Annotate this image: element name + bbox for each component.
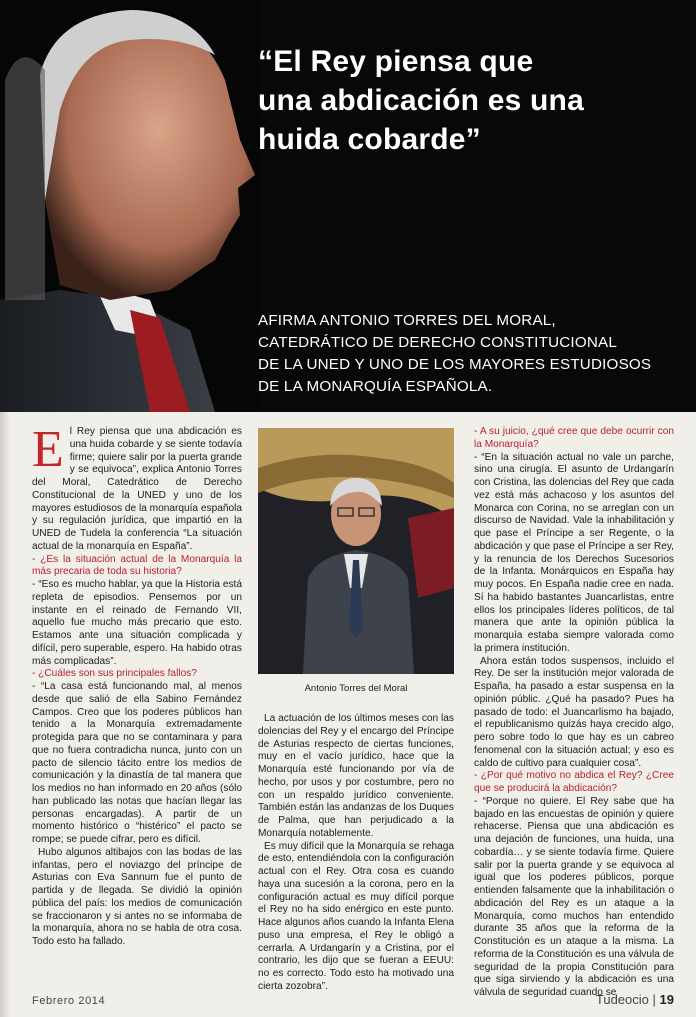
headline [258, 42, 688, 159]
page-binding-shadow [0, 412, 10, 1017]
page-number: 19 [659, 992, 674, 1007]
subhead-line: CATEDRÁTICO DE DERECHO CONSTITUCIONAL [258, 334, 617, 351]
footer-separator: | [652, 992, 656, 1007]
article-column-3 [474, 426, 674, 1000]
photo-caption: Antonio Torres del Moral [304, 683, 408, 694]
answer-paragraph: - “En la situación actual no vale un parche, sino una cirugía. El asunto de Urdangarín con Cristina, las dolencias del Rey que cada vez está más achacoso y los asuntos del Monarca con Corina, no se arreglan con un discurso de Navidad. Vale la inhabilitación y que pase el Príncipe a ser Regente, o la abdicación y que pase el Príncipe a ser Rey, y la renuncia de los Derechos Sucesorios de la Infanta. Monárquicos en España hay muy pocos. En España nadie cree en nada. Sí ha habido bastantes Juancarlistas, entre ellos los principales líderes políticos, de tal manera que ante la opinión pública la monarquía estaba siempre valorada como la primera institución. [474, 451, 674, 654]
interviewee-photo [258, 428, 454, 674]
magazine-name: Tudeocio [595, 992, 649, 1007]
intro-paragraph: El Rey piensa que una abdicación es una huida cobarde y se siente todavía firme; quiere salir por la puerta grande y se equivoca”, explica Antonio Torres del Moral, Catedrático de Derecho Constitucional de la UNED y uno de los mayores estudiosos de la monarquía española y su regulación jurídica, que impartió en la UNED de Tudela la conferencia “La situación actual de la monarquía en España”. [32, 421, 242, 552]
subheadline [258, 310, 688, 398]
question-heading: - A su juicio, ¿qué cree que debe ocurrir con la Monarquía? [474, 426, 674, 450]
headline-line: una abdicación es una [258, 84, 584, 117]
hero-banner [0, 0, 696, 412]
question-heading: - ¿Cuáles son sus principales fallos? [32, 668, 197, 680]
body-paragraph: Hubo algunos altibajos con las bodas de las infantas, pero el noviazgo del príncipe de Asturias con Eva Sannum fue el punto de partida y de llegada. Se dividió la opinión pública del país: los medios de comunicación se fraccionaron y si antes no se informaba de la monarquía, ahora no se habla de otra cosa. Todo esto ha fallado. [32, 846, 242, 947]
issue-date: Febrero 2014 [32, 995, 106, 1007]
subhead-line: DE LA MONARQUÍA ESPAÑOLA. [258, 378, 493, 395]
question-heading: - ¿Es la situación actual de la Monarquía la más precaria de toda su historia? [32, 553, 242, 578]
body-paragraph: Es muy difícil que la Monarquía se rehaga de esto, entendiéndola con la configuración actual con el Rey. Otra cosa es cuando haya una sucesión a la corona, pero en la configuración actual es muy difícil porque el Rey no ha sido enérgico en este punto. Hace algunos años cuando la Infanta Elena puso una empresa, el Rey le obligó a cerrarla. A Urdangarín y a Cristina, por el contrario, les dijo que se fueran a EEUU: no es correcto. Todo esto ha motivado una cierta zozobra”. [258, 840, 454, 992]
drop-cap: E [32, 421, 64, 478]
question-heading: - ¿Por qué motivo no abdica el Rey? ¿Cree que se producirá la abdicación? [474, 770, 674, 794]
article-column-2 [258, 713, 454, 994]
king-portrait-image [0, 0, 260, 412]
answer-paragraph: - “La casa está funcionando mal, al menos desde que salió de ella Sabino Fernández Campos. Creo que los poderes públicos han tenido a la Monarquía extremadamente protegida para que no se contaminara y para que no fuera contradicha nunca, junto con un pacto de silencio tácito entre los medios de comunicación y la dinastía de tal manera que los medios no han informado en 20 años (sólo han publicado las notas que hacían llegar las personas encargadas). A partir de un momento histórico o “histérico” el pacto se rompe; se puede cifrar, pero es difícil. [32, 681, 242, 845]
answer-paragraph: - “Eso es mucho hablar, ya que la Historia está repleta de episodios. Pensemos por un instante en el reinado de Fernando VII, aquello fue mucho más precario que esto. Estamos ante una situación complicada y difícil, pero superable, espero. Ha habido otras más complicadas”. [32, 579, 242, 667]
headline-line: huida cobarde” [258, 123, 481, 156]
subhead-line: AFIRMA ANTONIO TORRES DEL MORAL, [258, 312, 556, 329]
answer-paragraph: - “Porque no quiere. El Rey sabe que ha bajado en las encuestas de opinión y quiere rehacerse. Piensa que una abdicación es una dejación de funciones, una huida, una cobardía… y se siente todavía firme. Quiere salir por la puerta grande y se equivoca al igual que los poderes públicos, porque entienden falsamente que la inhabilitación o abdicación del Rey es un ataque a la Monarquía, como muchos han entendido durante 35 años que la reforma de la Constitución es un ataque a la misma. La reforma de la Constitución es una válvula de seguridad de la propia Constitución para que siga sirviendo y la abdicación es una válvula de seguridad cuando se [474, 795, 674, 998]
subhead-line: DE LA UNED Y UNO DE LOS MAYORES ESTUDIOSOS [258, 356, 652, 373]
headline-line: “El Rey piensa que [258, 45, 534, 78]
page-footer [596, 992, 674, 1007]
body-paragraph: La actuación de los últimos meses con las dolencias del Rey y el encargo del Príncipe de Asturias respecto de ciertas funciones, muy en el vacío jurídico, hace que la Monarquía esté funcionando por vía de hecho, por usos y por costumbre, pero no con un respaldo jurídico conveniente. También están las andanzas de los Duques de Palma, que han perjudicado a la Monarquía notablemente. [258, 713, 454, 839]
body-paragraph: Ahora están todos suspensos, incluido el Rey. De ser la institución mejor valorada de España, ha pasado a estar suspensa en la opinión públic. ¿Qué ha pasado? Pues ha pasado de todo: el Juancarlismo ha bajado, el republicanismo quizás haya crecido algo, pero sobre todo lo que hay es un cabreo fenomenal con la situación actual; y eso es caldo de cultivo para cualquier cosa”. [474, 655, 674, 769]
article-column-1 [32, 421, 242, 949]
